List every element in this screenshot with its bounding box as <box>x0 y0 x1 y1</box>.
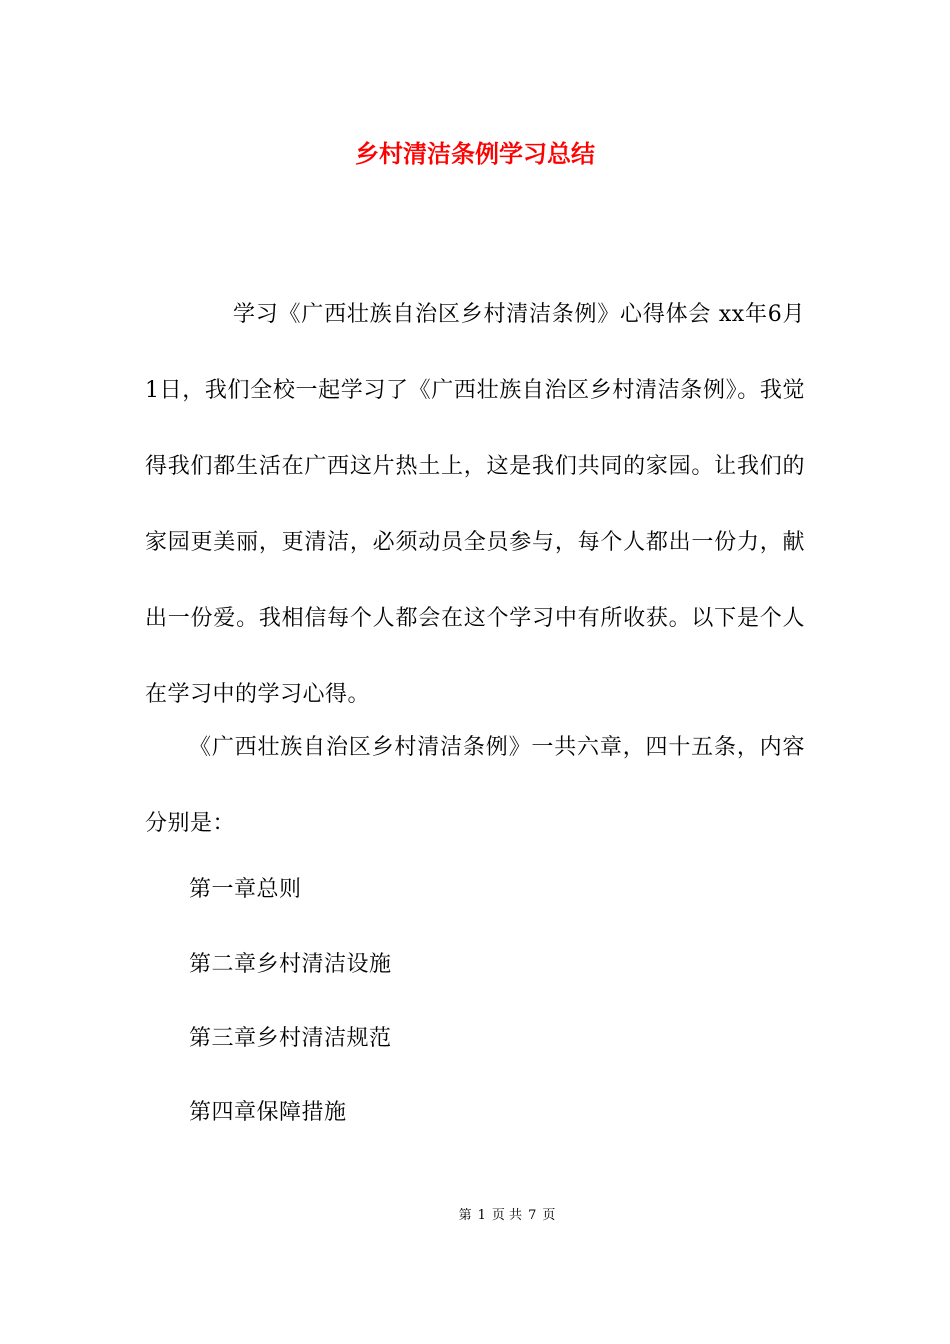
document-title: 乡村清洁条例学习总结 <box>355 140 595 168</box>
footer-total-pages: 7 <box>528 1208 537 1223</box>
chapter-item: 第二章乡村清洁设施 <box>189 952 392 977</box>
footer-suffix: 页 <box>542 1208 556 1223</box>
body-paragraph: 学习《广西壮族自治区乡村清洁条例》心得体会 xx年6月1日，我们全校一起学习了《广西壮族自治区乡村清洁条例》。我觉得我们都生活在广西这片热土上，这是我们共同的家园。让我们的家园更美丽，更清洁，必须动员全员参与，每个人都出一份力，献出一份爱。我相信每个人都会在这个学习中有所收获。以下是个人在学习中的学习心得。 <box>145 302 805 707</box>
page-footer <box>0 1206 950 1226</box>
chapter-item: 第一章总则 <box>189 877 302 902</box>
footer-prefix: 第 <box>458 1208 472 1223</box>
footer-current-page: 1 <box>477 1208 486 1223</box>
chapter-item: 第四章保障措施 <box>189 1100 347 1125</box>
footer-middle: 页 共 <box>491 1208 523 1223</box>
chapter-item: 第三章乡村清洁规范 <box>189 1026 392 1051</box>
body-paragraph: 《广西壮族自治区乡村清洁条例》一共六章，四十五条，内容分别是： <box>145 735 805 836</box>
